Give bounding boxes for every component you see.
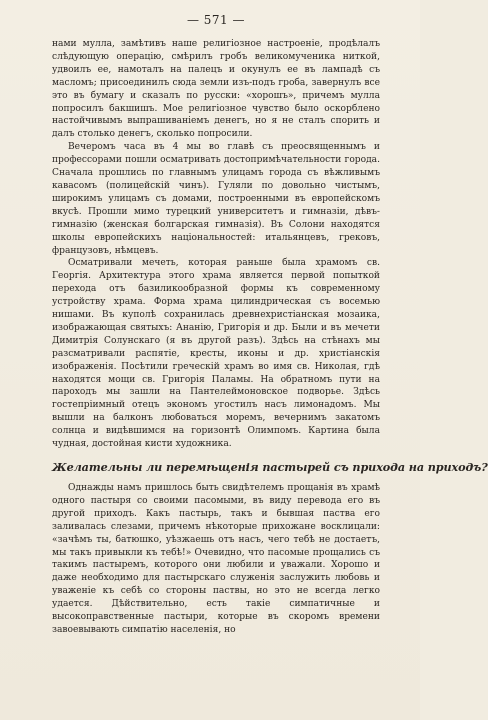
- page-number: — 571 —: [186, 13, 246, 27]
- paragraph-mulla: нами мулла, замѣтивъ наше религіозное настроеніе, продѣлалъ слѣдующую операцію, смѣрилъ гробъ великомученика ниткой, удвоилъ ее, намоталъ на палецъ и окунулъ ее въ лампадѣ съ масломъ; присоединилъ сюда земли изъ-подъ гроба, завернулъ все это въ бумагу и сказалъ по русски: «хорошъ», причемъ мулла попросилъ бакшишъ. Мое религіозное чувство было оскорблено настойчивымъ выпрашиваніемъ денегъ, но я не сталъ спорить и далъ столько денегъ, сколько попросили.: [52, 39, 380, 140]
- paragraph-mosque: Осматривали мечеть, которая раньше была храмомъ св. Георгія. Архитектура этого храма является первой попыткой перехода отъ базиликообразной формы къ современному устройству храма. Форма храма цилиндрическая съ восемью нишами. Въ куполѣ сохранилась древнехристіанская мозаика, изображающая святыхъ: Ананію, Григорія и др. Были и въ мечети Димитрія Солунскаго (я въ другой разъ). Здѣсь на стѣнахъ мы разсматривали распятіе, кресты, иконы и др. христіанскія изображенія. Посѣтили греческій храмъ во имя св. Николая, гдѣ находятся мощи св. Григорія Паламы. На обратномъ пути на пароходъ мы зашли на Пантелеймоновское подворье. Здѣсь гостепріимный отецъ экономъ угостилъ насъ лимонадомъ. Мы вышли на балконъ любоваться моремъ, вечернимъ закатомъ солнца и видѣвшимся на горизонтѣ Олимпомъ. Картина была чудная, достойная кисти художника.: [52, 258, 380, 450]
- section-title: Желательны ли перемѣщенія пастырей съ прихода на приходъ?: [52, 460, 488, 474]
- paragraph-evening-walk: Вечеромъ часа въ 4 мы во главѣ съ преосвященнымъ и профессорами пошли осматривать достопримѣчательности города. Сначала прошлись по главнымъ улицамъ города съ вѣжливымъ кавасомъ (полицейскій чинъ). Гуляли по довольно чистымъ, широкимъ улицамъ съ домами, построенными въ европейскомъ вкусѣ. Прошли мимо турецкий университетъ и гимназіи, дѣвъ-гимназію (женская болгарская гимназія). Въ Солони находятся школы европейскихъ національностей: итальянцевъ, грековъ, французовъ, нѣмцевъ.: [52, 142, 380, 256]
- paragraph-pastor: Однажды намъ пришлось быть свидѣтелемъ прощанія въ храмѣ одного пастыря со своими пасомыми, въ виду перевода его въ другой приходъ. Какъ пастырь, такъ и бывшая паства его заливалась слезами, причемъ нѣкоторые прихожане восклицали: «зачѣмъ ты, батюшко, уѣзжаешь отъ насъ, чего тебѣ не достаетъ, мы такъ привыкли къ тебѣ!» Очевидно, что пасомые прощались съ такимъ пастыремъ, которого они любили и уважали. Хорошо и даже необходимо для пастырскаго служенія заслужить любовь и уваженіе къ себѣ со стороны паствы, но это не всегда легко удается. Дѣйствительно, есть такіе симпатичные и высокоправственные пастыри, которые въ скоромъ времени завоевывають симпатію населенія, но: [52, 483, 380, 635]
